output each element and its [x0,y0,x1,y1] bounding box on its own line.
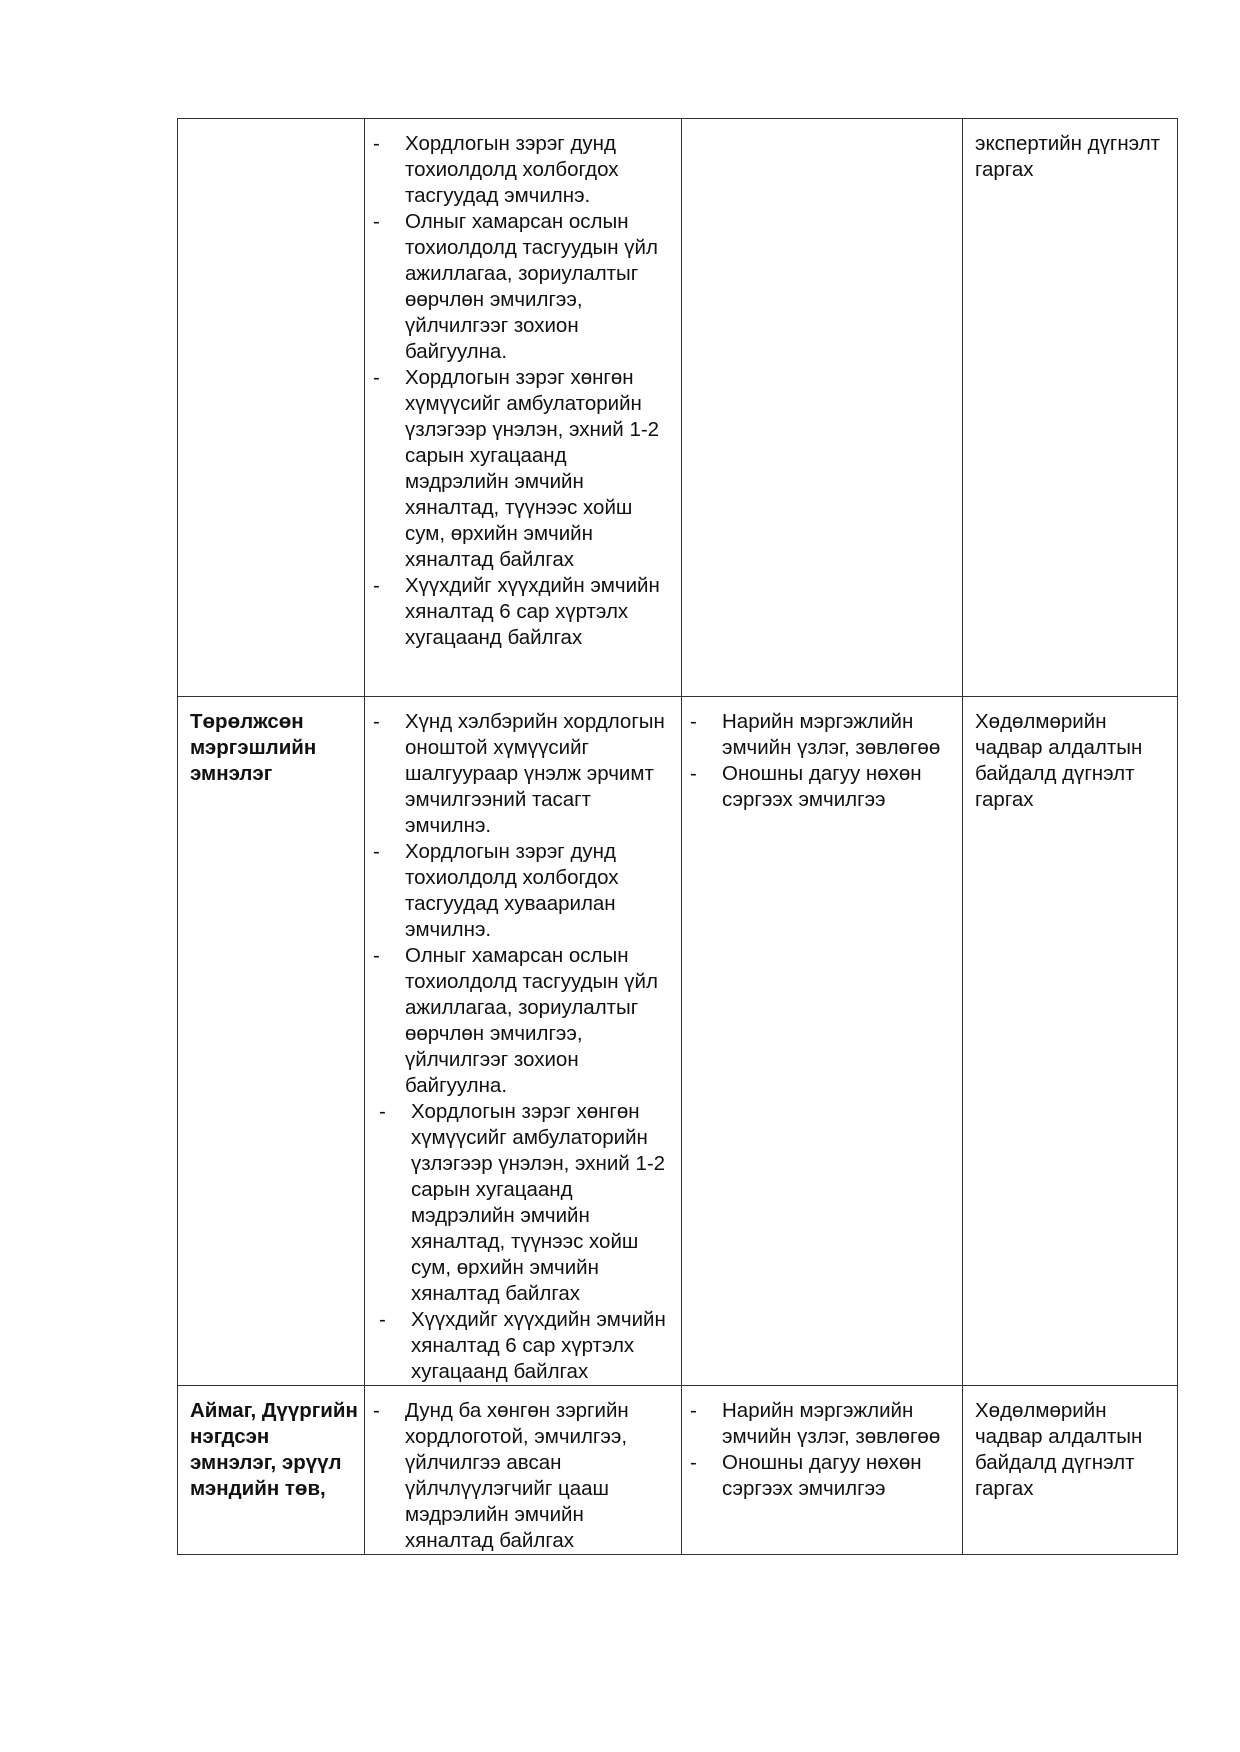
rehab-cell [682,697,963,1386]
list-item: - Хүнд хэлбэрийн хордлогын оноштой хүмүүсийг шалгуураар үнэлж эрчимт эмчилгээний тасагт эмчилнэ. [365,709,675,839]
list-item: - Хүүхдийг хүүхдийн эмчийн хяналтад 6 сар хүртэлх хугацаанд байлгах [365,573,675,651]
conclusion-cell: Хөдөлмөрийн чадвар алдалтын байдалд дүгнэлт гаргах [963,1386,1178,1555]
rehab-cell [682,1386,963,1555]
level-cell: Аймаг, Дүүргийн нэгдсэн эмнэлэг, эрүүл мэндийн төв, [178,1386,365,1555]
list-item: - Дунд ба хөнгөн зэргийн хордлоготой, эмчилгээ, үйлчилгээ авсан үйлчлүүлэгчийг цааш мэдрэлийн эмчийн хяналтад байлгах [365,1398,675,1554]
list-item: - Хордлогын зэрэг дунд тохиолдолд холбогдох тасгуудад хуваарилан эмчилнэ. [365,839,675,943]
list-item: - Олныг хамарсан ослын тохиолдолд тасгуудын үйл ажиллагаа, зориулалтыг өөрчлөн эмчилгээ, үйлчилгээг зохион байгуулна. [365,209,675,365]
level-cell: Төрөлжсөн мэргэшлийн эмнэлэг [178,697,365,1386]
treatment-cell [365,1386,682,1555]
rehab-cell [682,119,963,697]
list-item: - Хордлогын зэрэг хөнгөн хүмүүсийг амбулаторийн үзлэгээр үнэлэн, эхний 1-2 сарын хугацаанд мэдрэлийн эмчийн хяналтад, түүнээс хойш сум, өрхийн эмчийн хяналтад байлгах [365,365,675,573]
table-row [178,697,1178,1386]
list-item: - Нарийн мэргэжлийн эмчийн үзлэг, зөвлөгөө [682,1398,956,1450]
treatment-cell [365,119,682,697]
table-row [178,119,1178,697]
conclusion-cell: экспертийн дүгнэлт гаргах [963,119,1178,697]
level-cell [178,119,365,697]
list-item: - Олныг хамарсан ослын тохиолдолд тасгуудын үйл ажиллагаа, зориулалтыг өөрчлөн эмчилгээ, үйлчилгээг зохион байгуулна. [365,943,675,1099]
conclusion-cell: Хөдөлмөрийн чадвар алдалтын байдалд дүгнэлт гаргах [963,697,1178,1386]
rehab-list [682,1386,962,1502]
treatment-list [365,119,681,651]
list-item: - Оношны дагуу нөхөн сэргээх эмчилгээ [682,1450,956,1502]
treatment-cell [365,697,682,1386]
list-item: - Нарийн мэргэжлийн эмчийн үзлэг, зөвлөгөө [682,709,956,761]
treatment-list [365,1386,681,1554]
treatment-list [365,697,681,1385]
list-item: - Хүүхдийг хүүхдийн эмчийн хяналтад 6 сар хүртэлх хугацаанд байлгах [365,1307,675,1385]
list-item: - Хордлогын зэрэг хөнгөн хүмүүсийг амбулаторийн үзлэгээр үнэлэн, эхний 1-2 сарын хугацаанд мэдрэлийн эмчийн хяналтад, түүнээс хойш сум, өрхийн эмчийн хяналтад байлгах [365,1099,675,1307]
list-item: - Хордлогын зэрэг дунд тохиолдолд холбогдох тасгуудад эмчилнэ. [365,131,675,209]
list-item: - Оношны дагуу нөхөн сэргээх эмчилгээ [682,761,956,813]
rehab-list [682,697,962,813]
table-row [178,1386,1178,1555]
care-level-table [177,118,1178,1555]
